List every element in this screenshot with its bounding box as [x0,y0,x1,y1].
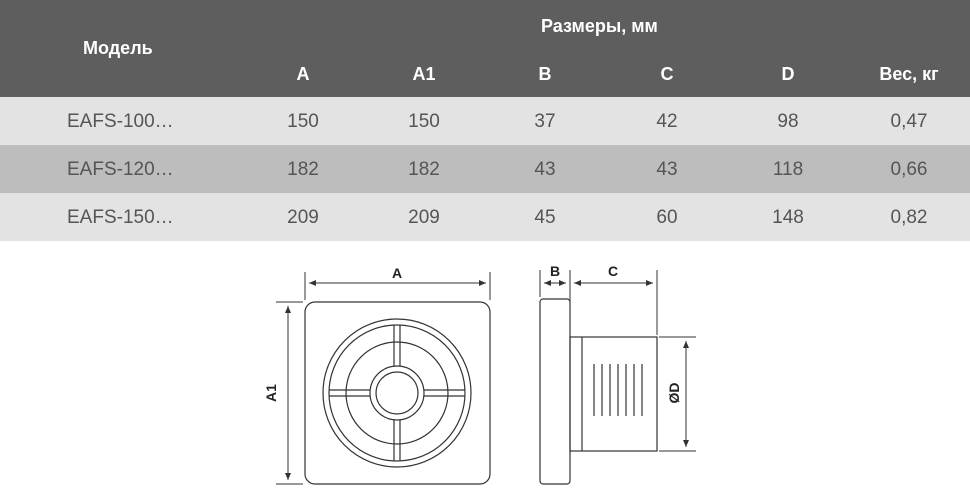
cell-a: 182 [287,159,319,180]
label-a1: A1 [263,384,279,402]
cell-d: 98 [777,111,799,132]
col-header-b: B [538,64,552,84]
cell-weight: 0,66 [890,159,928,180]
model-cell: EAFS-150… [67,207,174,228]
col-header-a: A [296,64,310,84]
cell-c: 60 [656,207,678,228]
model-cell: EAFS-100… [67,111,174,132]
middle-ring [346,342,448,444]
dimensions-header: Размеры, мм [541,16,658,36]
col-header-d: D [781,64,795,84]
model-cell: EAFS-120… [67,159,174,180]
dimension-drawing [0,242,970,489]
label-b: B [549,263,561,279]
cell-a1: 150 [408,111,440,132]
dimension-a1 [276,302,303,484]
col-header-c: C [660,64,674,84]
spec-table [0,0,970,241]
cell-a: 209 [287,207,319,228]
center-hub-inner [376,372,418,414]
cell-weight: 0,47 [890,111,928,132]
label-a: A [391,265,403,281]
cell-d: 148 [772,207,804,228]
dimension-b-c [540,270,657,335]
cell-c: 43 [656,159,678,180]
cell-b: 43 [534,159,556,180]
table-row [0,97,970,145]
col-header-a1: A1 [412,64,436,84]
outer-ring-inner [329,325,465,461]
cell-a1: 182 [408,159,440,180]
model-header: Модель [83,38,153,58]
front-view [305,302,490,484]
cell-a: 150 [287,111,319,132]
label-c: C [607,263,619,279]
cell-b: 37 [534,111,556,132]
center-hub [370,366,424,420]
table-row [0,193,970,241]
cell-c: 42 [656,111,678,132]
side-view [540,299,657,484]
table-row [0,145,970,193]
col-header-weight: Вес, кг [879,64,939,84]
label-d: ØD [666,382,682,404]
outer-ring [323,319,471,467]
cell-a1: 209 [408,207,440,228]
front-panel [305,302,490,484]
cell-weight: 0,82 [890,207,928,228]
cell-b: 45 [534,207,556,228]
cell-d: 118 [772,159,804,180]
table-header [0,0,970,97]
side-panel [540,299,570,484]
duct-body [570,337,657,451]
